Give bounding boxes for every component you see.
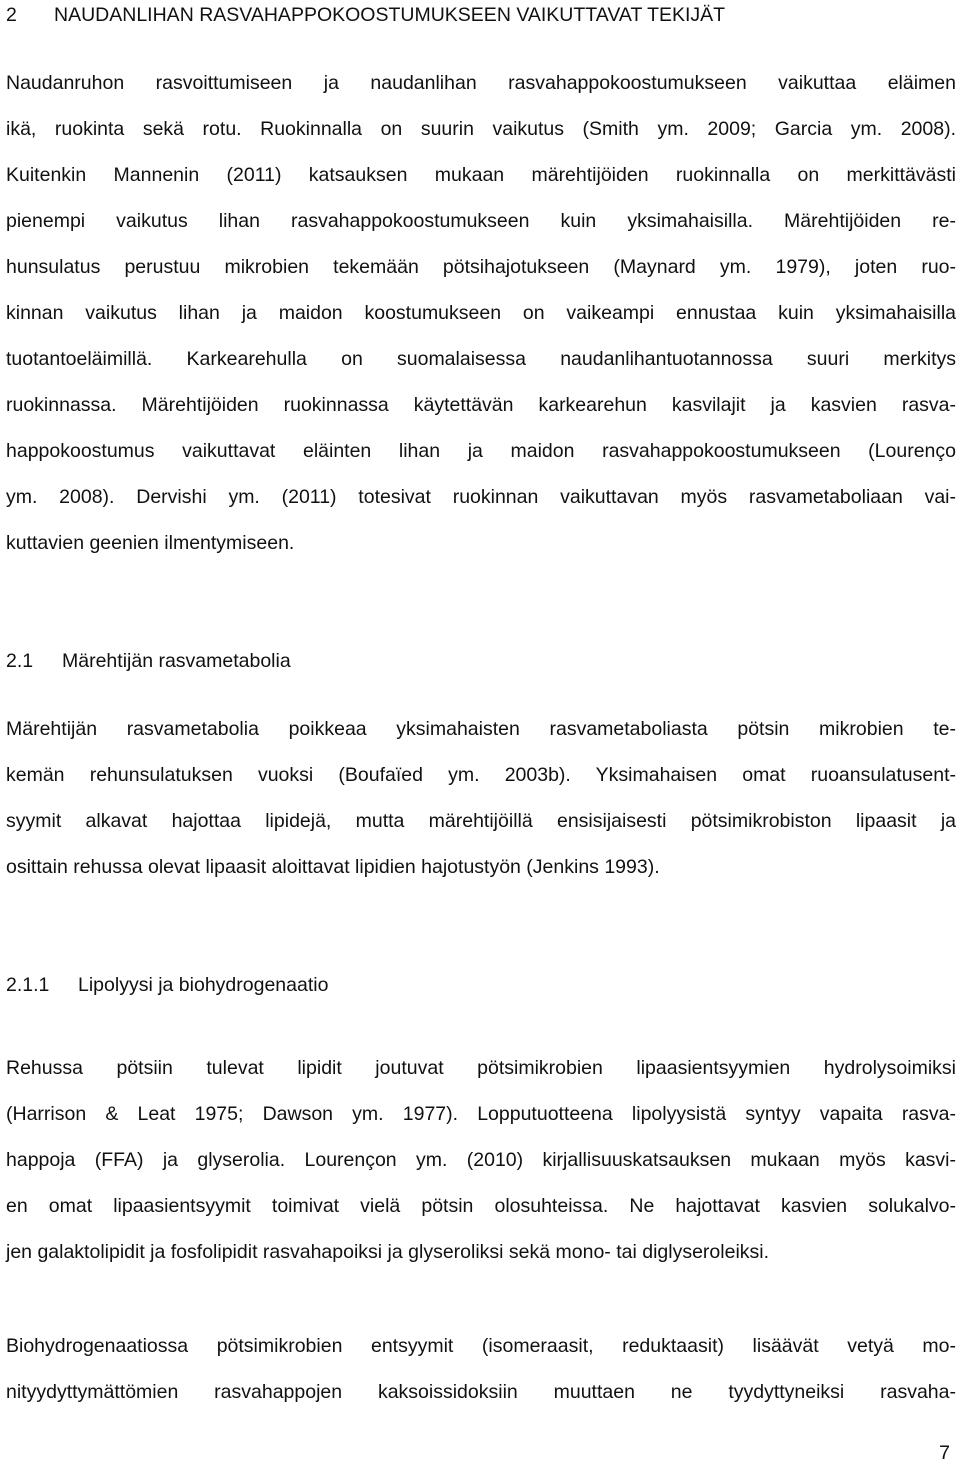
- section-title: Märehtijän rasvametabolia: [62, 650, 291, 672]
- intro-line: ikä, ruokinta sekä rotu. Ruokinnalla on suurin vaikutus (Smith ym. 2009; Garcia ym. 2008).: [6, 118, 956, 140]
- intro-line: happokoostumus vaikuttavat eläinten lihan ja maidon rasvahappokoostumukseen (Lourenço: [6, 440, 956, 462]
- paragraph-line: syymit alkavat hajottaa lipidejä, mutta märehtijöillä ensisijaisesti pötsimikrobiston lipaasit ja: [6, 810, 956, 832]
- document-page: [6, 0, 956, 1468]
- chapter-heading: [6, 2, 725, 28]
- intro-line: ruokinnassa. Märehtijöiden ruokinnassa käytettävän karkearehun kasvilajit ja kasvien rasva-: [6, 394, 956, 416]
- paragraph-line: en omat lipaasientsyymit toimivat vielä pötsin olosuhteissa. Ne hajottavat kasvien solukalvo-: [6, 1195, 956, 1217]
- chapter-number: 2: [6, 4, 17, 26]
- paragraph-line: osittain rehussa olevat lipaasit aloittavat lipidien hajotustyön (Jenkins 1993).: [6, 856, 660, 878]
- paragraph-line: Märehtijän rasvametabolia poikkeaa yksimahaisten rasvametaboliasta pötsin mikrobien te-: [6, 718, 956, 740]
- paragraph-line: kemän rehunsulatuksen vuoksi (Boufaïed ym. 2003b). Yksimahaisen omat ruoansulatusent-: [6, 764, 956, 786]
- section-title: Lipolyysi ja biohydrogenaatio: [78, 974, 329, 996]
- intro-line: tuotantoeläimillä. Karkearehulla on suomalaisessa naudanlihantuotannossa suuri merkitys: [6, 348, 956, 370]
- paragraph-line: nityydyttymättömien rasvahappojen kaksoissidoksiin muuttaen ne tyydyttyneiksi rasvaha-: [6, 1381, 956, 1403]
- intro-line: Kuitenkin Mannenin (2011) katsauksen mukaan märehtijöiden ruokinnalla on merkittävästi: [6, 164, 956, 186]
- section-number: 2.1: [6, 650, 34, 672]
- paragraph-line: happoja (FFA) ja glyserolia. Lourençon ym. (2010) kirjallisuuskatsauksen mukaan myös kasvi-: [6, 1149, 956, 1171]
- chapter-title: NAUDANLIHAN RASVAHAPPOKOOSTUMUKSEEN VAIKUTTAVAT TEKIJÄT: [54, 4, 726, 26]
- section-heading-2-1-1: [6, 972, 328, 998]
- paragraph-line: (Harrison & Leat 1975; Dawson ym. 1977). Lopputuotteena lipolyysistä syntyy vapaita rasva-: [6, 1103, 956, 1125]
- paragraph-line: jen galaktolipidit ja fosfolipidit rasvahapoiksi ja glyseroliksi sekä mono- tai diglyseroleiksi.: [6, 1241, 770, 1263]
- paragraph-line: Biohydrogenaatiossa pötsimikrobien entsyymit (isomeraasit, reduktaasit) lisäävät vetyä mo-: [6, 1335, 956, 1357]
- intro-line: Naudanruhon rasvoittumiseen ja naudanlihan rasvahappokoostumukseen vaikuttaa eläimen: [6, 72, 956, 94]
- page-number: 7: [939, 1442, 950, 1464]
- intro-line: kuttavien geenien ilmentymiseen.: [6, 532, 295, 554]
- intro-line: kinnan vaikutus lihan ja maidon koostumukseen on vaikeampi ennustaa kuin yksimahaisilla: [6, 302, 956, 324]
- paragraph-line: Rehussa pötsiin tulevat lipidit joutuvat pötsimikrobien lipaasientsyymien hydrolysoimiksi: [6, 1057, 956, 1079]
- intro-line: ym. 2008). Dervishi ym. (2011) totesivat ruokinnan vaikuttavan myös rasvametaboliaan vai-: [6, 486, 956, 508]
- intro-line: pienempi vaikutus lihan rasvahappokoostumukseen kuin yksimahaisilla. Märehtijöiden re-: [6, 210, 956, 232]
- intro-line: hunsulatus perustuu mikrobien tekemään pötsihajotukseen (Maynard ym. 1979), joten ruo-: [6, 256, 956, 278]
- section-number: 2.1.1: [6, 974, 50, 996]
- section-heading-2-1: [6, 648, 291, 674]
